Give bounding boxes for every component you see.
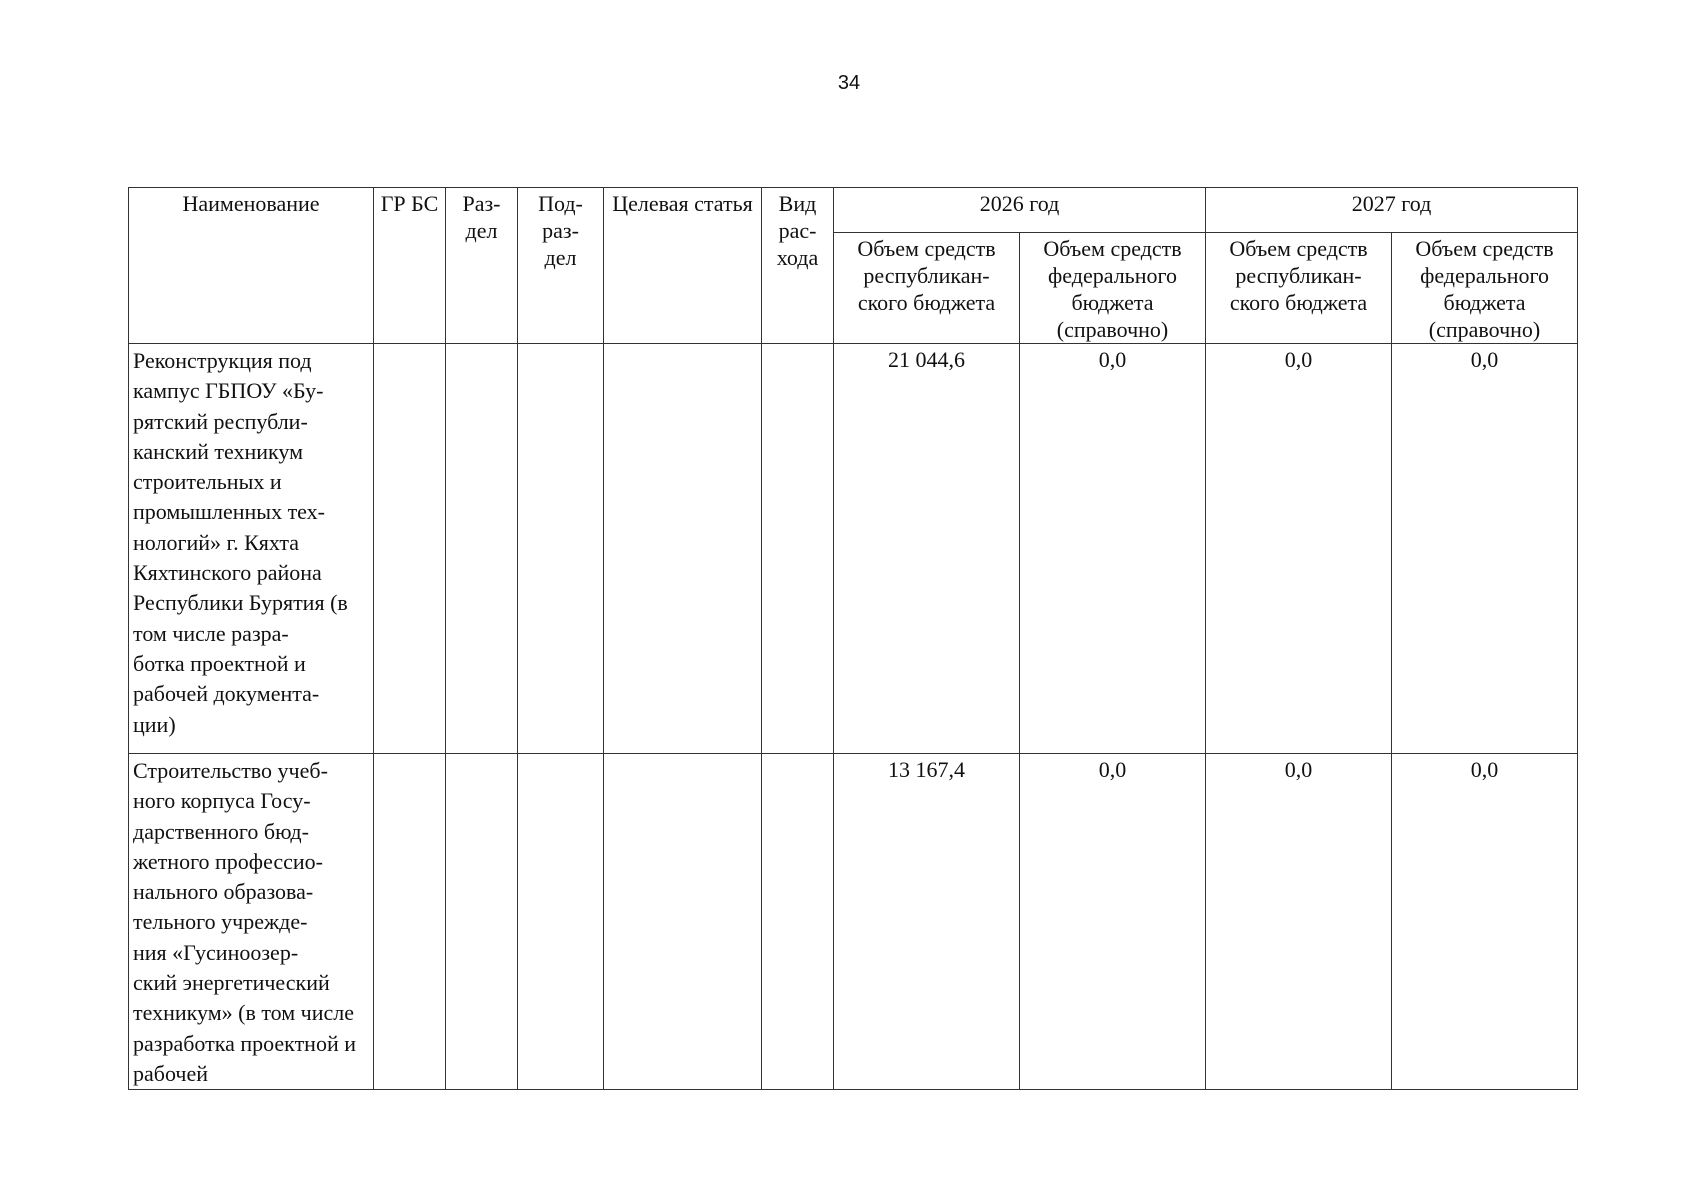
row-rep-2026-cell: 21 044,6 (834, 344, 1020, 754)
budget-table (128, 187, 1578, 1090)
row-fed-2027-cell: 0,0 (1392, 344, 1578, 754)
row-vid-cell (762, 754, 834, 1090)
header-razdel (446, 188, 518, 344)
row-fed-2026-cell: 0,0 (1020, 344, 1206, 754)
row-rep-2027-cell: 0,0 (1206, 754, 1392, 1090)
header-vol-fed-2026: Объем средств федерального бюджета (справочно) (1020, 233, 1206, 344)
row-razdel-cell (446, 754, 518, 1090)
header-vid-raskhoda-text: Вид рас- хода (776, 191, 819, 270)
table-body (129, 344, 1578, 1090)
header-podrazdel-text: Под- раз- дел (538, 191, 583, 270)
header-podrazdel (518, 188, 604, 344)
row-tselevaya-cell (604, 754, 762, 1090)
page-number: 34 (837, 72, 861, 94)
header-vol-rep-2027-text: Объем средств республикан- ского бюджета (1229, 236, 1368, 315)
header-vol-rep-2027 (1206, 233, 1392, 344)
header-razdel-text: Раз- дел (462, 191, 501, 243)
row-name-text: Реконструкция под кампус ГБПОУ «Бу- рятский республи- канский техникум строительных и промышленных тех- нологий» г. Кяхта Кяхтинского района Республики Бурятия (в том числе разра- ботка проектной и рабочей документа- ции) (133, 348, 348, 737)
row-fed-2026-cell: 0,0 (1020, 754, 1206, 1090)
header-year-2026: 2026 год (834, 188, 1206, 233)
row-razdel-cell (446, 344, 518, 754)
row-fed-2027-cell: 0,0 (1392, 754, 1578, 1090)
header-tselevaya-statya: Целевая статья (604, 188, 762, 344)
table-row (129, 754, 1578, 1090)
header-year-2027: 2027 год (1206, 188, 1578, 233)
row-grbs-cell (374, 754, 446, 1090)
row-name-cell (129, 754, 374, 1090)
header-vol-fed-2027: Объем средств федерального бюджета (справочно) (1392, 233, 1578, 344)
row-tselevaya-cell (604, 344, 762, 754)
header-name: Наименование (129, 188, 374, 344)
row-podrazdel-cell (518, 754, 604, 1090)
row-grbs-cell (374, 344, 446, 754)
row-name-text: Строительство учеб- ного корпуса Госу- дарственного бюд- жетного профессио- нального образова- тельного учрежде- ния «Гусиноозер- ский энергетический техникум» (в том числе разработка проектной и рабочей (133, 758, 356, 1086)
row-vid-cell (762, 344, 834, 754)
table-header (129, 188, 1578, 344)
row-rep-2026-cell: 13 167,4 (834, 754, 1020, 1090)
row-rep-2027-cell: 0,0 (1206, 344, 1392, 754)
table-row (129, 344, 1578, 754)
row-podrazdel-cell (518, 344, 604, 754)
row-name-cell (129, 344, 374, 754)
header-grbs: ГР БС (374, 188, 446, 344)
header-vol-rep-2026 (834, 233, 1020, 344)
header-vol-rep-2026-text: Объем средств республикан- ского бюджета (857, 236, 996, 315)
header-vid-raskhoda (762, 188, 834, 344)
